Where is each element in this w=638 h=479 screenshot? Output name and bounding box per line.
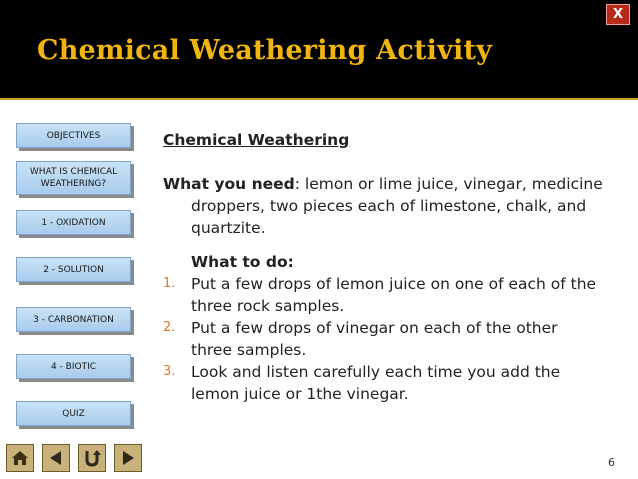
forward-arrow-icon: [118, 448, 138, 468]
sidebar-item-objectives[interactable]: OBJECTIVES: [16, 123, 131, 148]
sidebar-item-biotic[interactable]: 4 - BIOTIC: [16, 354, 131, 379]
step-text: Put a few drops of vinegar on each of the other three samples.: [191, 319, 558, 359]
activity-content: [163, 129, 603, 405]
sidebar-item-what-is-chemical-weathering[interactable]: WHAT IS CHEMICAL WEATHERING?: [16, 161, 131, 195]
sidebar-item-solution[interactable]: 2 - SOLUTION: [16, 257, 131, 282]
sidebar-item-carbonation[interactable]: 3 - CARBONATION: [16, 307, 131, 332]
sidebar-item-oxidation[interactable]: 1 - OXIDATION: [16, 210, 131, 235]
home-button[interactable]: [6, 444, 34, 472]
step-text: Put a few drops of lemon juice on one of each of the three rock samples.: [191, 275, 597, 315]
banner-divider: [0, 98, 638, 100]
content-heading: Chemical Weathering: [163, 131, 350, 149]
step-item: [163, 273, 603, 317]
back-arrow-icon: [46, 448, 66, 468]
step-item: [163, 361, 603, 405]
forward-button[interactable]: [114, 444, 142, 472]
what-you-need-label: What you need: [163, 175, 295, 193]
page-number: 6: [608, 456, 615, 469]
step-number: 3.: [163, 364, 176, 379]
return-button[interactable]: [78, 444, 106, 472]
back-button[interactable]: [42, 444, 70, 472]
title-banner: [0, 0, 638, 100]
what-to-do-label: What to do:: [191, 253, 294, 271]
step-number: 1.: [163, 276, 176, 291]
return-icon: [82, 448, 102, 468]
sidebar-item-quiz[interactable]: QUIZ: [16, 401, 131, 426]
step-item: [163, 317, 603, 361]
what-you-need-paragraph: [163, 173, 603, 239]
step-text: Look and listen carefully each time you add the lemon juice or 1the vinegar.: [191, 363, 561, 403]
close-button[interactable]: X: [606, 4, 630, 25]
what-you-need-text: : lemon or lime juice, vinegar, medicine droppers, two pieces each of limestone, chalk, and quartzite.: [191, 175, 603, 237]
page-title: Chemical Weathering Activity: [37, 35, 493, 66]
step-number: 2.: [163, 320, 176, 335]
home-icon: [10, 448, 30, 468]
